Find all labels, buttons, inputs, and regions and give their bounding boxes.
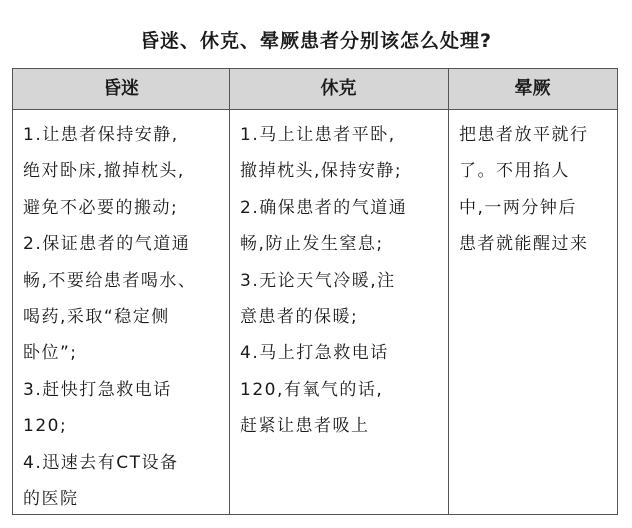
shock-line: 4.马上打急救电话 xyxy=(240,343,389,364)
syncope-column xyxy=(459,117,589,263)
shock-line: 2.确保患者的气道通 xyxy=(240,197,408,218)
syncope-line: 中,一两分钟后 xyxy=(459,197,577,218)
coma-line: 3.赶快打急救电话 xyxy=(23,379,172,400)
coma-line: 避免不必要的搬动; xyxy=(23,197,179,218)
column-divider xyxy=(229,69,230,514)
coma-line: 畅,不要给患者喝水、 xyxy=(23,270,197,291)
syncope-line: 了。不用掐人 xyxy=(459,161,570,182)
coma-line: 120; xyxy=(23,416,68,437)
column-divider xyxy=(448,69,449,514)
shock-line: 1.马上让患者平卧, xyxy=(240,125,396,145)
coma-line: 的医院 xyxy=(23,488,79,509)
coma-line: 2.保证患者的气道通 xyxy=(23,234,191,255)
header-syncope: 晕厥 xyxy=(514,78,551,99)
coma-line: 喝药,采取“稳定侧 xyxy=(23,306,170,327)
table-header-row xyxy=(13,69,617,110)
comparison-table xyxy=(12,68,618,515)
syncope-line: 患者就能醒过来 xyxy=(459,234,589,255)
shock-line: 畅,防止发生窒息; xyxy=(240,234,384,255)
shock-column xyxy=(240,117,407,445)
page-title: 昏迷、休克、晕厥患者分别该怎么处理? xyxy=(139,30,493,52)
coma-column xyxy=(23,117,196,517)
coma-line: 卧位”; xyxy=(23,343,78,364)
shock-line: 120,有氧气的话, xyxy=(240,379,384,400)
shock-line: 3.无论天气冷暖,注 xyxy=(240,270,396,291)
header-shock: 休克 xyxy=(320,78,357,99)
header-coma: 昏迷 xyxy=(103,78,139,99)
coma-line: 4.迅速去有CT设备 xyxy=(23,452,179,473)
coma-line: 绝对卧床,撤掉枕头, xyxy=(23,161,185,182)
syncope-line: 把患者放平就行 xyxy=(459,125,589,145)
shock-line: 赶紧让患者吸上 xyxy=(240,416,370,437)
shock-line: 撤掉枕头,保持安静; xyxy=(240,161,403,182)
coma-line: 1.让患者保持安静, xyxy=(23,125,179,145)
shock-line: 意患者的保暖; xyxy=(240,306,359,327)
